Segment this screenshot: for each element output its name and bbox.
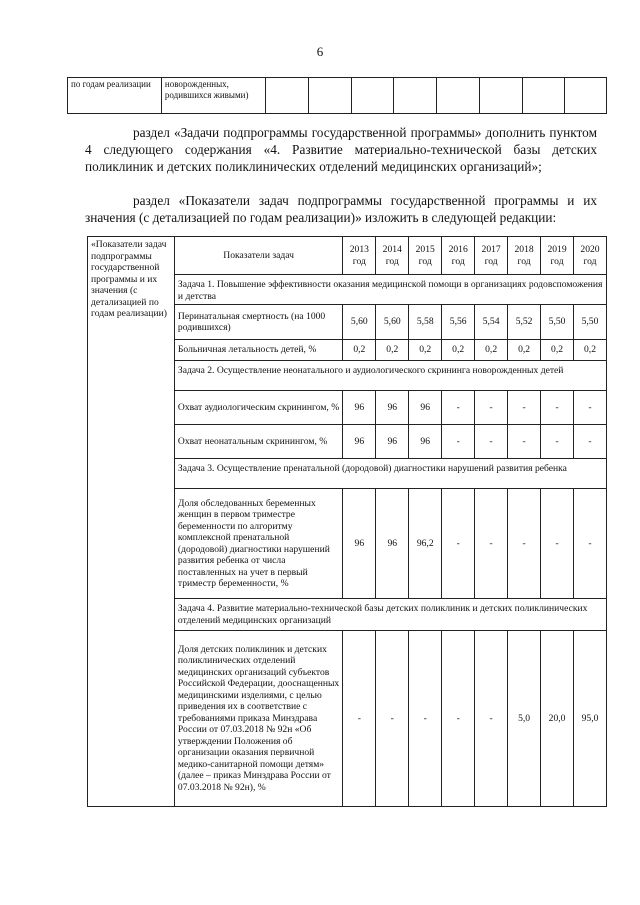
- top-row-indicator: новорожденных, родившихся живыми): [161, 78, 265, 114]
- year-value: 2019: [547, 244, 567, 255]
- indicators-table: [87, 236, 607, 807]
- indicator-value: -: [541, 391, 574, 425]
- header-year: [442, 237, 475, 275]
- task-title: Задача 3. Осуществление пренатальной (дородовой) диагностики нарушений развития ребенка: [174, 459, 606, 489]
- indicator-value: -: [574, 391, 607, 425]
- year-value: 2013: [349, 244, 369, 255]
- year-unit: год: [451, 255, 465, 267]
- indicator-value: -: [475, 489, 508, 599]
- indicator-value: 96: [343, 391, 376, 425]
- header-year: [343, 237, 376, 275]
- year-value: 2016: [448, 244, 468, 255]
- indicator-value: 5,50: [541, 305, 574, 340]
- page-number: 6: [316, 44, 324, 59]
- indicator-value: 0,2: [508, 340, 541, 361]
- year-unit: год: [484, 255, 498, 267]
- year-unit: год: [418, 255, 432, 267]
- year-unit: год: [550, 255, 564, 267]
- indicator-value: 0,2: [475, 340, 508, 361]
- indicator-value: 0,2: [574, 340, 607, 361]
- indicator-value: 20,0: [541, 631, 574, 807]
- header-year: [574, 237, 607, 275]
- indicator-label: Перинатальная смертность (на 1000 родившихся): [174, 305, 342, 340]
- year-unit: год: [517, 255, 531, 267]
- indicator-label: Доля детских поликлиник и детских поликлинических отделений медицинских организаций субъектов Российской Федерации, дооснащенных медицинскими изделиями, с целью приведения их в соответствие с требованиями приказа Минздрава России от 07.03.2018 № 92н «Об утверждении Положения об организации оказания первичной медико-санитарной помощи детям» (далее – приказ Минздрава России от 07.03.2018 № 92н), %: [174, 631, 342, 807]
- indicator-value: 5,56: [442, 305, 475, 340]
- section-label: «Показатели задач подпрограммы государственной программы и их значения (с детализацией по годам реализации): [88, 237, 175, 807]
- indicator-label: Больничная летальность детей, %: [174, 340, 342, 361]
- indicator-value: 95,0: [574, 631, 607, 807]
- indicator-value: 5,54: [475, 305, 508, 340]
- indicator-value: 5,0: [508, 631, 541, 807]
- year-value: 2014: [382, 244, 402, 255]
- header-year: [376, 237, 409, 275]
- indicator-value: -: [376, 631, 409, 807]
- year-value: 2020: [580, 244, 600, 255]
- indicator-value: -: [442, 425, 475, 459]
- indicator-value: -: [343, 631, 376, 807]
- header-year: [508, 237, 541, 275]
- indicator-value: 96: [409, 391, 442, 425]
- table-header-row: [88, 237, 607, 275]
- header-year: [409, 237, 442, 275]
- year-unit: год: [385, 255, 399, 267]
- paragraph-tasks: раздел «Задачи подпрограммы государственной программы» дополнить пунктом 4 следующего содержания «4. Развитие материально-технической базы детских поликлиник и детских поликлинических отделений медицинских организаций»;: [85, 125, 597, 174]
- indicator-value: 96: [343, 425, 376, 459]
- task-title: Задача 2. Осуществление неонатального и аудиологического скрининга новорожденных детей: [174, 361, 606, 391]
- indicator-value: -: [574, 489, 607, 599]
- indicator-value: 5,60: [376, 305, 409, 340]
- header-year: [475, 237, 508, 275]
- indicator-value: 0,2: [541, 340, 574, 361]
- indicator-label: Охват неонатальным скринингом, %: [174, 425, 342, 459]
- year-unit: год: [352, 255, 366, 267]
- task-title: Задача 1. Повышение эффективности оказания медицинской помощи в организациях родовспоможения и детства: [174, 275, 606, 305]
- top-row-label: по годам реализации: [68, 78, 162, 114]
- indicator-value: -: [475, 631, 508, 807]
- indicator-label: Доля обследованных беременных женщин в первом триместре беременности по алгоритму комплексной пренатальной (дородовой) диагностики нарушений развития ребенка от числа поставленных на учет в первый триместр беременности, %: [174, 489, 342, 599]
- indicator-value: -: [541, 489, 574, 599]
- indicator-value: 5,58: [409, 305, 442, 340]
- indicator-value: -: [442, 631, 475, 807]
- continuation-table-row: [67, 77, 607, 114]
- indicator-value: -: [508, 391, 541, 425]
- year-value: 2017: [481, 244, 501, 255]
- indicator-value: -: [442, 489, 475, 599]
- indicator-value: 5,52: [508, 305, 541, 340]
- indicator-value: 0,2: [376, 340, 409, 361]
- header-indicators: Показатели задач: [174, 237, 342, 275]
- indicator-value: -: [574, 425, 607, 459]
- indicator-value: 0,2: [409, 340, 442, 361]
- indicator-value: -: [442, 391, 475, 425]
- indicator-value: -: [508, 425, 541, 459]
- task-title: Задача 4. Развитие материально-технической базы детских поликлиник и детских поликлинических отделений медицинских организаций: [174, 599, 606, 631]
- indicator-value: -: [541, 425, 574, 459]
- indicator-value: 96: [343, 489, 376, 599]
- indicator-value: -: [508, 489, 541, 599]
- year-value: 2018: [514, 244, 534, 255]
- indicator-value: -: [475, 391, 508, 425]
- paragraph-indicators: раздел «Показатели задач подпрограммы государственной программы и их значения (с детализацией по годам реализации)» изложить в следующей редакции:: [85, 193, 597, 225]
- indicator-value: 0,2: [442, 340, 475, 361]
- indicator-value: 96: [409, 425, 442, 459]
- indicator-value: 96: [376, 425, 409, 459]
- indicator-value: -: [409, 631, 442, 807]
- year-unit: год: [583, 255, 597, 267]
- header-year: [541, 237, 574, 275]
- indicator-value: 0,2: [343, 340, 376, 361]
- indicator-value: -: [475, 425, 508, 459]
- indicator-value: 5,50: [574, 305, 607, 340]
- indicator-value: 96: [376, 391, 409, 425]
- year-value: 2015: [415, 244, 435, 255]
- indicator-label: Охват аудиологическим скринингом, %: [174, 391, 342, 425]
- indicator-value: 96,2: [409, 489, 442, 599]
- indicator-value: 5,60: [343, 305, 376, 340]
- indicator-value: 96: [376, 489, 409, 599]
